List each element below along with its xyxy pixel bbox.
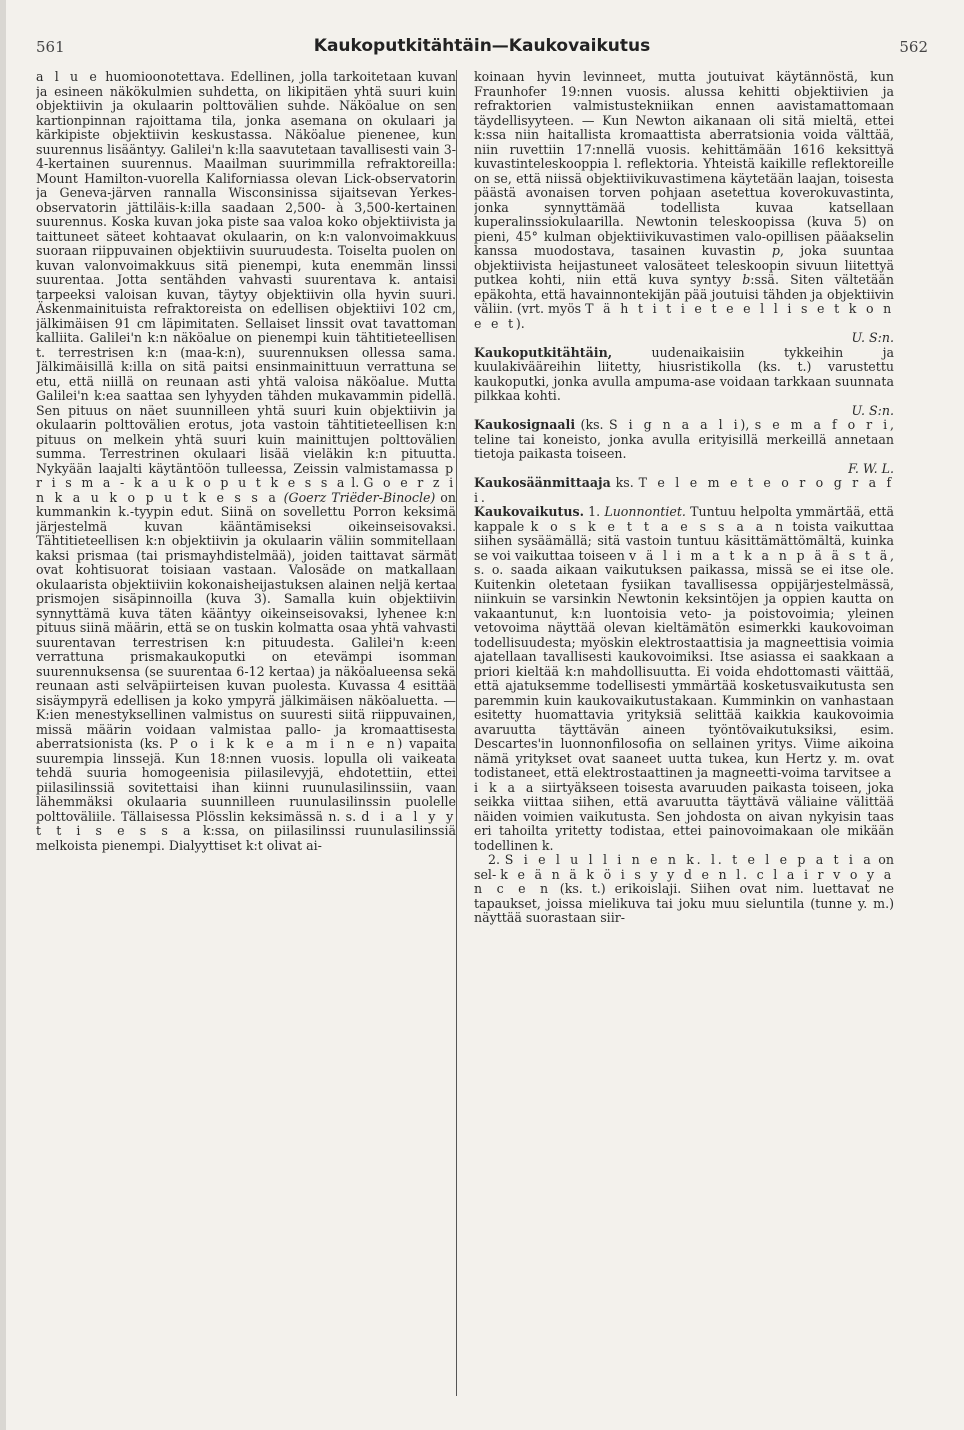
italic-term: p bbox=[771, 243, 780, 258]
spaced-term: S i e l u l l i n e n k. l. t e l e p a t i a bbox=[504, 852, 874, 867]
spaced-term: p r i s m a - k a u k o p u t k e s s a bbox=[36, 460, 456, 490]
text-run: on sel- bbox=[474, 852, 894, 882]
entry-headword: Kaukoputkitähtäin, bbox=[474, 344, 613, 360]
spaced-term: S i g n a a l i bbox=[608, 417, 741, 432]
text-run: k:ssa, on piilasilinssi ruunulasilinssiä melkoista pienempi. Dialyyttiset k:t olivat ai- bbox=[36, 823, 456, 853]
text-run: uudenaikaisiin tykkeihin ja kuulakivääreihin liitetty, hiusristikolla (ks. t.) varustettu kaukoputki, jonka avulla ampuma-ase voidaan tarkkaan suunnata pilkkaa kohti. bbox=[474, 344, 894, 403]
page-edge bbox=[0, 0, 6, 1430]
spaced-term: T ä h t i t i e t e e l l i s e t k o n e e t bbox=[474, 301, 894, 331]
italic-term: b bbox=[742, 272, 751, 287]
spaced-term: k e ä n ä k ö i s y y d e n l. c l a i r v o y a n c e n bbox=[474, 866, 894, 896]
text-run: 2. bbox=[488, 852, 505, 867]
text-run: siirtyäkseen toisesta avaruuden paikasta toiseen, joka seikka viittaa siihen, että avaruutta täyttävä väliaine välittää näiden voimien vaikutusta. Sen johdosta on aivan nykyisin taas eri tahoilta yritetty todistaa, ettei painovoimakaan ole mikään todellinen k. bbox=[474, 779, 894, 853]
spaced-term: a l u e bbox=[36, 70, 100, 84]
column-divider bbox=[456, 70, 457, 1396]
text-run: , joka suuntaa objektiivista heijastuneet valosäteet teleskoopin sivuun liitettyä putkea kohti, niin että kuva syntyy bbox=[474, 243, 894, 287]
paragraph bbox=[474, 853, 894, 926]
italic-term: Luonnontiet. bbox=[604, 504, 686, 519]
running-title: Kaukoputkitähtäin—Kaukovaikutus bbox=[313, 36, 651, 56]
paragraph bbox=[474, 70, 894, 346]
right-column bbox=[474, 70, 894, 1396]
spaced-term: d i a l y y t t i s e s s a bbox=[36, 808, 456, 838]
text-run: (ks. bbox=[575, 417, 609, 432]
entry-kaukosignaali bbox=[474, 418, 894, 476]
text-run: (ks. t.) erikoislaji. Siihen ovat nim. luettavat ne tapaukset, joissa mielikuva tai joku muu sieluntila (tunne y. m.) näyttää suorastaan siir- bbox=[474, 881, 894, 925]
text-run: on kummankin k.-tyypin edut. Siinä on sovellettu Porron keksimä järjestelmä kuvan kääntämiseksi oikeinseisovaksi. Tähtitieteellisen k:n objektiivin ja okulaarin väliin sommitellaan kaksi prismaa (tai prismayhdistelmää), joiden taittavat särmät ovat kohtisuorat toisiaan vastaan. Valosäde on matkallaan okulaarista objektiiviin kokonaisheijastuksen alainen neljä kertaa prismojen sisäpinnoilla (kuva 3). Samalla kuin objektiivin synnyttämä kuva täten kääntyy oikeinseisovaksi, lyhenee k:n pituus siinä määrin, että se on tuskin kolmatta osaa yhtä vahvasti suurentavan terrestrisen k:n pituudesta. Galilei'n k:een verrattuna prismakaukoputki on etevämpi isomman suurennuksensa (se suurentaa 6-12 kertaa) ja näköalueensa sekä reunaan asti selväpiirteisen kuvan puolesta. Kuvassa 4 esittää sisäympyrä edellisen ja koko ympyrä jälkimäisen näköaluetta. — K:ien menestyksellinen valmistus on suuresti siitä riippuvainen, missä määrin voidaan valmistaa pallo- ja kromaattisesta aberratsionista (ks. bbox=[36, 489, 456, 751]
text-run: ), bbox=[740, 417, 755, 432]
author-signature: U. S:n. bbox=[851, 330, 894, 345]
paragraph bbox=[36, 70, 456, 853]
text-run: ) vapaita suurempia linssejä. Kun 18:nnen vuosis. lopulla oli vaikeata tehdä suuria homogeenisia piilasilevyjä, ehdotettiin, ettei piilasilinssiä sovitettaisi ihan kiinni ruunulasilinssiin, vaan lähemmäksi okulaaria suunnilleen ruunulasilinssin puolelle polttoväliile. Tällaisessa Plösslin keksimässä n. s. bbox=[36, 736, 456, 824]
text-run: , teline tai koneisto, jonka avulla erityisillä merkeillä annetaan tietoja paikasta toiseen. bbox=[474, 417, 894, 461]
spaced-term: v ä l i m a t k a n p ä ä s t ä bbox=[629, 547, 890, 563]
author-signature: U. S:n. bbox=[851, 402, 894, 418]
text-run: Tuntuu helpolta ymmärtää, että kappale bbox=[474, 504, 894, 534]
left-column bbox=[36, 70, 456, 1396]
page-number-left: 561 bbox=[36, 38, 65, 56]
text-run: l. bbox=[347, 475, 364, 490]
spaced-term: G o e r z i n k a u k o p u t k e s s a bbox=[36, 475, 456, 505]
text-run: 1. bbox=[583, 504, 605, 519]
entry-headword: Kaukovaikutus. bbox=[474, 504, 584, 519]
author-signature: F. W. L. bbox=[848, 460, 894, 476]
spaced-term: s e m a f o r i bbox=[754, 417, 890, 432]
text-run: koinaan hyvin levinneet, mutta joutuivat käytännöstä, kun Fraunhofer 19:nnen vuosis. alussa kehitti objektiivien ja refraktorien valmistustekniikan ennen aavistamattomaan täydellisyyteen. — Kun Newton aikanaan oli sitä mieltä, ettei k:ssa niin haitallista kromaattista aberratsionia voida välttää, niin ruvettiin 17:nnellä vuosis. kehittämään 1616 keksittyä kuvastinteleskooppia l. reflektoria. Yhteistä kaikille reflektoreille on se, että niissä objektiivikuvastimena käytetään laajan, toisesta päästä avonaisen torven pohjaan asetettua koverokuvastinta, jonka synnyttämää todellista kuvaa katsellaan kuperalinssiokulaarilla. Newtonin teleskoopissa (kuva 5) on pieni, 45° kulman objektiivikuvastimen valo-opillisen pääakselin kanssa muodostava, tasainen kuvastin bbox=[474, 70, 894, 258]
italic-term: (Goerz Triëder-Binocle) bbox=[278, 489, 436, 505]
entry-kaukoputkitahtain bbox=[474, 346, 894, 419]
entry-kaukovaikutus bbox=[474, 505, 894, 853]
page-header bbox=[36, 36, 928, 60]
spaced-term: T e l e m e t e o r o g r a f i bbox=[474, 475, 894, 505]
page-number-right: 562 bbox=[899, 38, 928, 56]
entry-headword: Kaukosäänmittaaja bbox=[474, 475, 611, 490]
spaced-term: a i k a a bbox=[474, 765, 894, 795]
text-run: ks. bbox=[610, 475, 639, 490]
entry-headword: Kaukosignaali bbox=[474, 417, 576, 432]
text-run: , s. o. saada aikaan vaikutuksen paikassa, missä se ei itse ole. Kuitenkin oletetaan fysiikan tavallisessa oppijärjestelmässä, niinkuin se varsinkin Newtonin keksintöjen ja oppien kautta on vakaantunut, k:n luontoisia veto- ja poistovoimia; yleinen vetovoima näyttää olevan kieltämätön esimerkki kaukovoiman todellisuudesta; myöskin elektrostaattisia ja magneettisia voimia ajatellaan tavallisesti kaukovoimiksi. Itse asiassa ei saakkaan a priori kieltää k:n mahdollisuutta. Ei voida ehdottomasti väittää, että ajatuksemme todellisesti ymmärtää kosketusvaikutusta sen paremmin kuin kaukovaikutustakaan. Kumminkin on vanhastaan esitetty huomattavia yrityksiä selittää kaikkia kaukovoimia avaruutta täyttävän aineen työntövaikutuksiksi, esim. Descartes'in luonnonfilosofia on sellainen yritys. Viime aikoina nämä yritykset ovat saaneet uutta tukea, kun Hertz y. m. ovat todistaneet, että elektrostaattinen ja magneetti-voima tarvitsee bbox=[474, 547, 894, 780]
text-run: huomioonotettava. Edellinen, jolla tarkoitetaan kuvan ja esineen näkökulmien suhdetta, on likipitäen yhtä suuri kuin objektiivin ja okulaarin polttovälien suhde. Näköalue on sen kartionpinnan rajoittama tila, jonka asemana on okulaari ja kärkipiste objektiivin keskustassa. Näköalue pienenee, kun suurennus lisääntyy. Galilei'n k:lla saavutetaan tavallisesti vain 3-4-kertainen suurennus. Maailman suurimmilla refraktoreilla: Mount Hamilton-vuorella Kaliforniassa olevan Lick-observatorin ja Geneva-järven rannalla Wisconsinissa sijaitsevan Yerkes-observatorin jättiläis-k:illa saadaan 2,500- à 3,500-kertainen suurennus. Koska kuvan joka piste saa valoa koko objektiivista ja taittuneet säteet kohtaavat okulaarin, on k:n valonvoimakkuus suoraan riippuvainen objektiivin suuruudesta. Toiselta puolen on kuvan valonvoimakkuus sitä pienempi, kuta enemmän linssi suurentaa. Jotta sentähden vahvasti suurentava k. antaisi tarpeeksi valoisan kuvan, täytyy objektiivin olla hyvin suuri. Äskenmainituista refraktoreista on edellisen objektiivi 102 cm, jälkimäisen 91 cm läpimitaten. Sellaiset linssit ovat tavattoman kalliita. Galilei'n k:n näköalue on pienempi kuin tähtitieteellisen t. terrestrisen k:n (maa-k:n), suurennuksen ollessa sama. Jälkimäisillä k:illa on sitä paitsi ensinmainittuun verrattuna se etu, että niillä on reunaan asti yhtä valoisa näköalue. Mutta Galilei'n k:ea saattaa sen lyhyyden tähden mukavammin pidellä. Sen pituus on näet suunnilleen yhtä suuri kuin objektiivin ja okulaarin polttovälien erotus, jota vastoin tähtitieteellisen k:n pituus on melkein yhtä suuri kuin mainittujen polttovälien summa. Terrestrinen okulaari lisää vieläkin k:n pituutta. Nykyään laajalti käytäntöön tulleessa, Zeissin valmistamassa bbox=[36, 70, 456, 476]
entry-kaukosaanmittaaja bbox=[474, 476, 894, 505]
text-run: toista vaikuttaa siihen sysäämällä; sitä vastoin tuntuu käsittämättömältä, kuinka se voi vaikuttaa toiseen bbox=[474, 518, 894, 563]
text-run: . bbox=[480, 489, 485, 505]
text-run: ). bbox=[515, 315, 525, 331]
spaced-term: P o i k k e a m i n e n bbox=[169, 736, 398, 751]
spaced-term: k o s k e t t a e s s a a n bbox=[530, 518, 787, 534]
text-run: :ssä. Siten vältetään epäkohta, että havainnontekijän pää joutuisi tähden ja objektiivin väliin. (vrt. myös bbox=[474, 272, 894, 316]
